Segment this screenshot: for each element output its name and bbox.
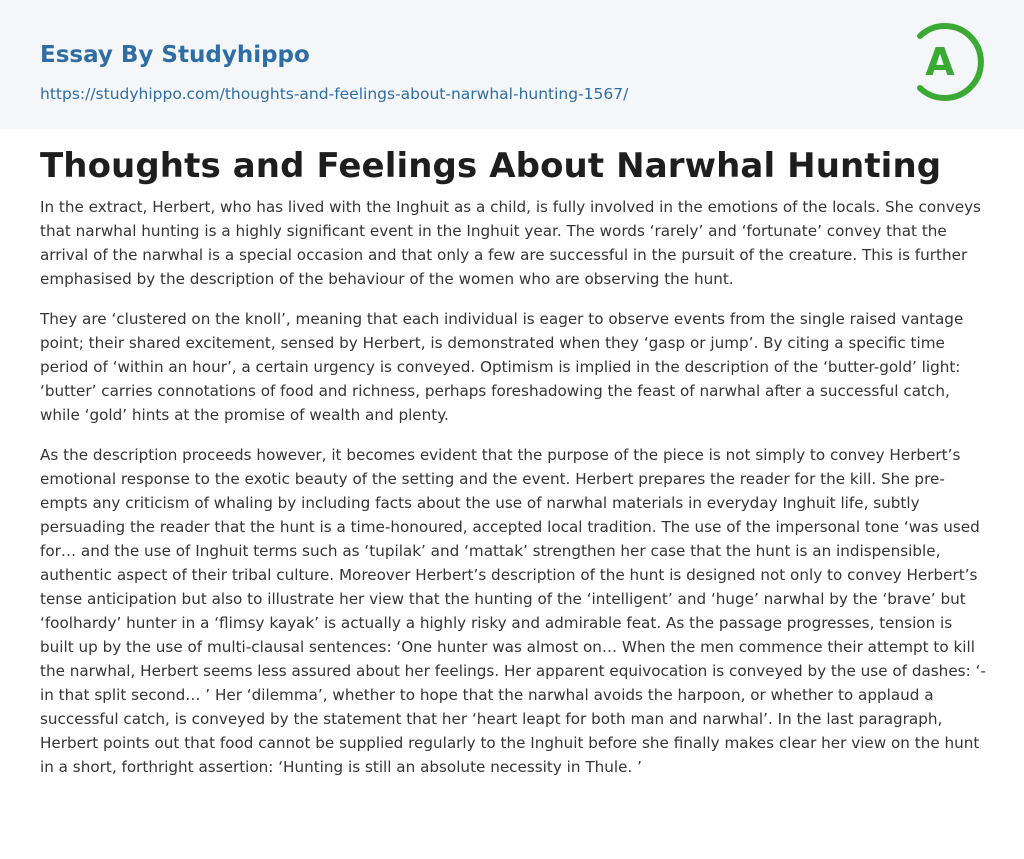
- essay-paragraph: As the description proceeds however, it becomes evident that the purpose of the piece is not simply to convey Herbert’s emotional response to the exotic beauty of the setting and the event. Herbert prepares the reader for the kill. She pre-empts any criticism of whaling by including facts about the use of narwhal materials in everyday Inghuit life, subtly persuading the reader that the hunt is a time-honoured, accepted local tradition. The use of the impersonal tone ‘was used for… and the use of Inghuit terms such as ‘tupilak’ and ‘mattak’ strengthen her case that the hunt is an indispensible, authentic aspect of their tribal culture. Moreover Herbert’s description of the hunt is designed not only to convey Herbert’s tense anticipation but also to illustrate her view that the hunting of the ‘intelligent’ and ‘huge’ narwhal by the ‘brave’ but ‘foolhardy’ hunter in a ‘flimsy kayak’ is actually a highly risky and admirable feat. As the passage progresses, tension is built up by the use of multi-clausal sentences: ‘One hunter was almost on… When the men commence their attempt to kill the narwhal, Herbert seems less assured about her feelings. Her apparent equivocation is conveyed by the use of dashes: ‘-in that split second… ’ Her ‘dilemma’, whether to hope that the narwhal avoids the harpoon, or whether to applaud a successful catch, is conveyed by the statement that her ‘heart leapt for both man and narwhal’. In the last paragraph, Herbert points out that food cannot be supplied regularly to the Inghuit before she finally makes clear her view on the hunt in a short, forthright assertion: ‘Hunting is still an absolute necessity in Thule. ’: [40, 446, 986, 776]
- essay-paragraph: They are ‘clustered on the knoll’, meaning that each individual is eager to observe events from the single raised vantage point; their shared excitement, sensed by Herbert, is demonstrated when they ‘gasp or jump’. By citing a specific time period of ‘within an hour’, a certain urgency is conveyed. Optimism is implied in the description of the ‘butter-gold’ light: ‘butter’ carries connotations of food and richness, perhaps foreshadowing the feast of narwhal after a successful catch, while ‘gold’ hints at the promise of wealth and plenty.: [40, 310, 964, 424]
- logo-letter: A: [925, 40, 955, 84]
- essay-paragraph: In the extract, Herbert, who has lived with the Inghuit as a child, is fully involved in the emotions of the locals. She conveys that narwhal hunting is a highly significant event in the Inghuit year. The words ‘rarely’ and ‘fortunate’ convey that the arrival of the narwhal is a special occasion and that only a few are successful in the pursuit of the creature. This is further emphasised by the description of the behaviour of the women who are observing the hunt.: [40, 198, 981, 288]
- brand-title[interactable]: Essay By Studyhippo: [40, 42, 310, 68]
- page-title: Thoughts and Feelings About Narwhal Hunting: [40, 146, 942, 186]
- studyhippo-logo-icon[interactable]: [912, 19, 986, 105]
- source-url-link[interactable]: https://studyhippo.com/thoughts-and-feelings-about-narwhal-hunting-1567/: [40, 85, 629, 103]
- site-header: [0, 0, 1024, 129]
- essay-body: [40, 195, 986, 795]
